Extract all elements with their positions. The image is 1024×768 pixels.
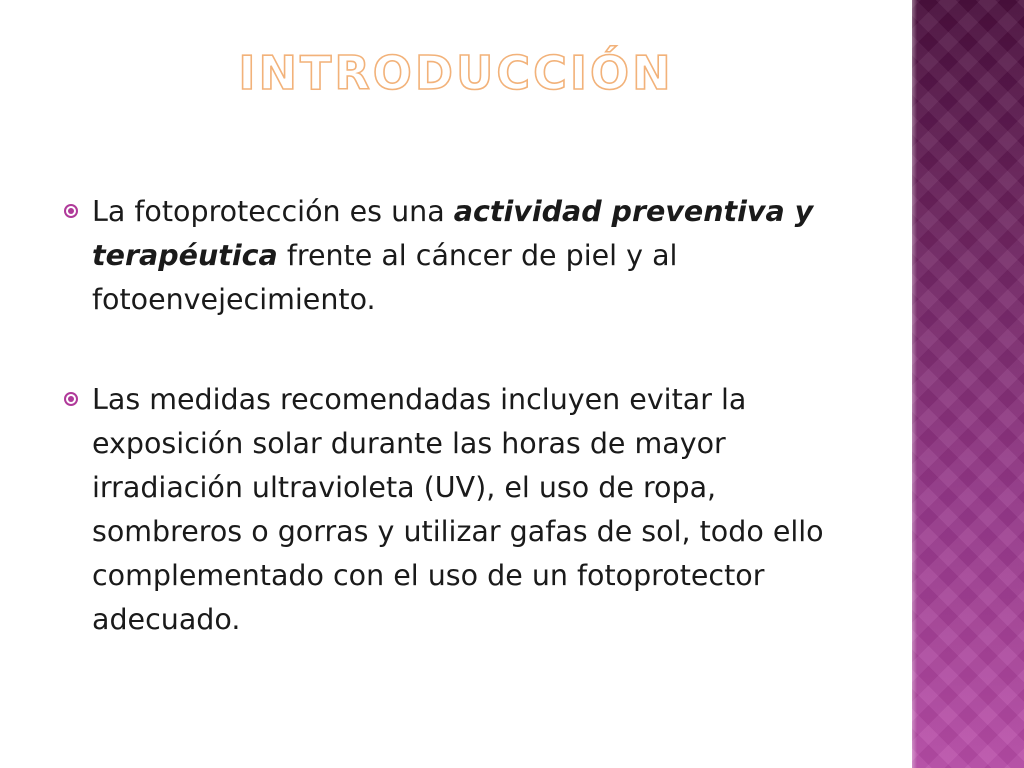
target-bullet-icon: [64, 204, 78, 218]
bullet-item: [64, 378, 864, 642]
bullet-item: [64, 190, 864, 322]
slide-content: [64, 190, 864, 698]
bullet-text-suffix: frente al cáncer de piel y al fotoenvejecimiento.: [92, 239, 678, 316]
slide-title: INTRODUCCIÓN: [238, 46, 674, 100]
bullet-text-prefix: La fotoprotección es una: [92, 195, 454, 228]
decorative-side-band: [912, 0, 1024, 768]
bullet-text-emphasis: actividad preventiva y terapéutica: [92, 195, 814, 272]
target-bullet-icon: [64, 392, 78, 406]
bullet-text: Las medidas recomendadas incluyen evitar la exposición solar durante las horas de mayor irradiación ultravioleta (UV), el uso de ropa, sombreros o gorras y utilizar gafas de sol, todo ello complementado con el uso de un fotoprotector adecuado.: [92, 383, 824, 636]
